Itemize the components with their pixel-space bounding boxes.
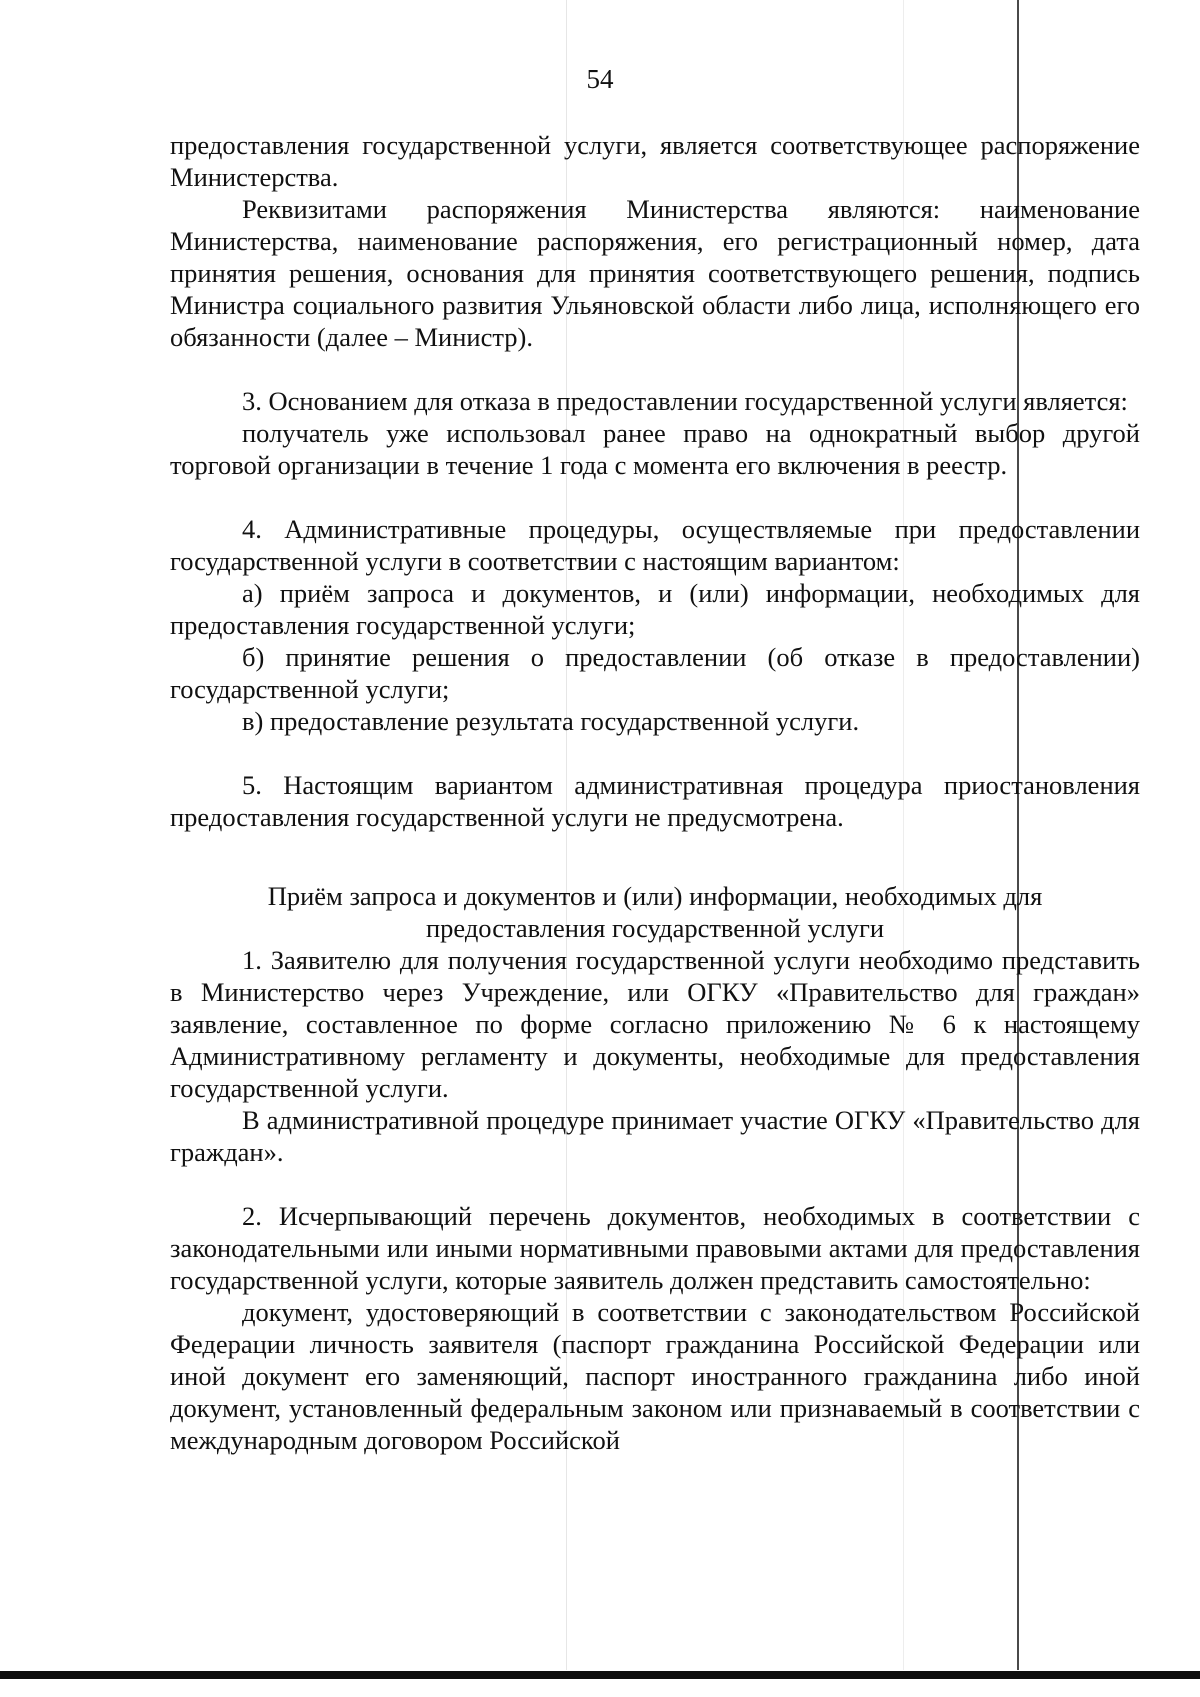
scan-bottom-edge [0, 1671, 1200, 1679]
page-number: 54 [586, 64, 614, 94]
paragraph: документ, удостоверяющий в соответствии с законодательством Российской Федерации личность заявителя (паспорт гражданина Российской Федерации или иной документ его заменяющий, паспорт иностранного гражданина либо иной документ, установленный федеральным законом или признаваемый в соответствии с международным договором Российской [170, 1297, 1140, 1455]
list-item: в) предоставление результата государственной услуги. [242, 706, 860, 736]
numbered-paragraph: 1. Заявителю для получения государственной услуги необходимо представить в Министерство через Учреждение, или ОГКУ «Правительство для граждан» заявление, составленное по форме согласно приложению № 6 к настоящему Административному регламенту и документы, необходимые для предоставления государственной услуги. [170, 945, 1140, 1103]
numbered-paragraph: 4. Административные процедуры, осуществляемые при предоставлении государственной услуги в соответствии с настоящим вариантом: [170, 514, 1140, 576]
paragraph: предоставления государственной услуги, является соответствующее распоряжение Министерства. [170, 130, 1140, 192]
section-heading: Приём запроса и документов и (или) информации, необходимых для предоставления государственной услуги [267, 881, 1043, 943]
paragraph: В административной процедуре принимает участие ОГКУ «Правительство для граждан». [170, 1105, 1140, 1167]
numbered-paragraph: 3. Основанием для отказа в предоставлении государственной услуги является: [242, 386, 1128, 416]
numbered-paragraph: 2. Исчерпывающий перечень документов, необходимых в соответствии с законодательными или иными нормативными правовыми актами для предоставления государственной услуги, которые заявитель должен представить самостоятельно: [170, 1201, 1140, 1295]
list-item: б) принятие решения о предоставлении (об отказе в предоставлении) государственной услуги; [170, 642, 1140, 704]
paragraph: получатель уже использовал ранее право на однократный выбор другой торговой организации в течение 1 года с момента его включения в реестр. [170, 418, 1140, 480]
document-body [170, 129, 1140, 1456]
numbered-paragraph: 5. Настоящим вариантом административная процедура приостановления предоставления государственной услуги не предусмотрена. [170, 770, 1140, 832]
list-item: а) приём запроса и документов, и (или) информации, необходимых для предоставления государственной услуги; [170, 578, 1140, 640]
paragraph: Реквизитами распоряжения Министерства являются: наименование Министерства, наименование распоряжения, его регистрационный номер, дата принятия решения, основания для принятия соответствующего решения, подпись Министра социального развития Ульяновской области либо лица, исполняющего его обязанности (далее – Министр). [170, 194, 1140, 352]
